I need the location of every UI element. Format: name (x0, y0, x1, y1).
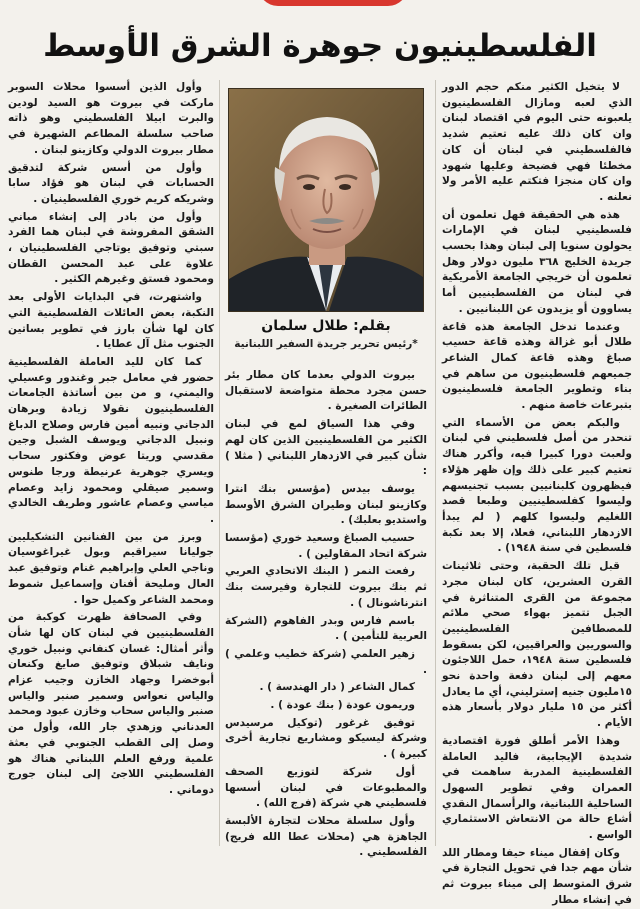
paragraph: وأول من أسس شركة لتدقيق الحسابات في لبنان هو فؤاد سابا وشريكه كريم خوري الفلسطينيان . (8, 161, 214, 205)
paragraph: كما كان لليد العاملة الفلسطينية حضور في معامل جبر وغندور وعسيلي واليمني، و من بين أساتذة الجامعات الفلسطينيون نقولا زيادة وبرهان الدجاني ونبيه أمين فارس وصلاح الدباغ ونبيل الدجاني ويوسف الشبل وجين مقدسي وريتا عوض وفكتور سحاب ويسري جوهرية عرنيطة ورجا طنوس وسمير صيقلي ومحمود زايد وعصام مياسي وعصام عاشور وطريف الخالدي . (8, 355, 214, 525)
paragraph: قبل تلك الحقبة، وحتى ثلاثينات القرن العشرين، كان لبنان مجرد مجموعة من القرى المتناثرة في الجبل تتميز بهواء صحي ملائم للمصطافين الفلسطينيين والسوريين والعراقيين، لكن بسقوط فلسطين سنة ١٩٤٨، حمل اللاجئون معهم إلى لبنان دفعة واحدة نحو ١٥مليون جنيه إسترليني، أي ما يعادل أكثر من ١٥ مليار دولار بأسعار هذه الأيام . (442, 560, 632, 730)
paragraph: وريمون عودة ( بنك عودة ) . (270, 699, 415, 712)
paragraph: وفي هذا السياق لمع في لبنان الكثير من الفلسطينيين الذين كان لهم شأن كبير في الازدهار اللبناني ( مثلا ) : (225, 418, 427, 478)
paragraph: زهير العلمي (شركة خطيب وعلمي ) . (225, 647, 427, 676)
paragraph: وكان إقفال ميناء حيفا ومطار اللد شأن مهم جدا في تحويل التجارة في شرق المتوسط إلى ميناء بيروت ثم في إنشاء مطار (442, 846, 632, 906)
paragraph: بيروت الدولي بعدما كان مطار بئر حسن مجرد محطة متواضعة لاستقبال الطائرات الصغيرة . (225, 369, 427, 413)
paragraph: كمال الشاعر ( دار الهندسة ) . (259, 681, 415, 694)
headline: الفلسطينيون جوهرة الشرق الأوسط (43, 28, 597, 64)
paragraph: وبرز من بين الفنانين التشكيليين جوليانا سيراقيم وبول غيراغوسيان وناجي العلي وإبراهيم غنام وتوفيق عبد العال ومليحة أفنان وإسماعيل شموط ومحمد الشاعر وكميل حوا . (8, 530, 214, 606)
paragraph: لا يتخيل الكثير منكم حجم الدور الذي لعبه ومازال الفلسطينيون يلعبونه حتى اليوم في اقتصاد لبنان وان كان ذلك عليه تعتيم شديد فالفلسطيني في لبنان أن كان مخطئا فهي فضيحة وعليها شهود وان كان منجزا فتكتم عليه الأمر ولا نعلنه . (442, 81, 632, 203)
paragraph: رفعت النمر ( البنك الاتحادي العربي ثم بنك بيروت للتجارة وفيرست بنك انترناشونال ) . (225, 565, 427, 609)
author-byline (225, 316, 427, 352)
column-divider (435, 80, 436, 846)
author-role: *رئيس تحرير جريدة السفير اللبنانية (234, 338, 418, 350)
paragraph: وعندما تدخل الجامعة هذه قاعة طلال أبو غزالة وهذه قاعة حسيب صباغ وهذه قاعة كمال الشاعر جميعهم فلسطينيون من ساهم في بناء وتطوير الجامعة فلسطينيون بتبرعات خاصة منهم . (442, 320, 632, 412)
paragraph: توفيق غرغور (توكيل مرسيدس وشركة ليسيكو ومشاريع تجارية أخرى كبيرة ) . (225, 716, 427, 761)
portrait-illustration (229, 89, 423, 311)
paragraph: واشتهرت، في البدايات الأولى بعد النكبة، بعض العائلات الفلسطينية التي كان لها شأن بارز في تطوير بساتين الجنوب مثل آل عطايا . (8, 291, 214, 351)
paragraph: هذه هي الحقيقة فهل تعلمون أن فلسطينيي لبنان في الإمارات يحولون سنويا إلى لبنان وهذا بحسب جريدة الخليج ٣٦٨ مليون دولار وهل تعلمون أن خريجي الجامعة الأمريكية في لبنان من الفلسطينيين أما يساوون أو يزيدون عن اللبنانيين . (442, 208, 632, 315)
paragraph: وأول الذين أسسوا محلات السوبر ماركت في بيروت هو السيد لودين والبرت ابيلا الفلسطيني وهو ذاته صاحب سلسلة المطاعم الشهيرة في مطار بيروت الدولي وكازينو لبنان . (8, 81, 214, 156)
paragraph: وهذا الأمر أطلق فورة اقتصادية شديدة الإيجابية، فاليد العاملة الفلسطينية المدربة ساهمت في العمران وفي تطوير السهول الساحلية اللبنانية، والرأسمال النقدي أشاع حالة من الانتعاش الاستثماري الواسع . (442, 734, 632, 842)
paragraph: يوسف بيدس (مؤسس بنك انترا وكازينو لبنان وطيران الشرق الأوسط واستديو بعلبك) . (225, 482, 427, 527)
article-column-middle (225, 368, 427, 859)
author-portrait (228, 88, 424, 312)
paragraph: باسم فارس وبدر الفاهوم (الشركة العربية للتأمين ) . (225, 614, 427, 643)
red-header-mark (258, 0, 408, 6)
author-name: بقلم: طلال سلمان (261, 318, 391, 334)
article-column-right (442, 80, 632, 906)
column-divider (219, 80, 220, 846)
paragraph: وأول سلسلة محلات لتجارة الألبسة الجاهزة هي (محلات عطا الله فريج) الفلسطيني . (225, 814, 427, 859)
article-column-left (8, 80, 214, 846)
paragraph: وأول من بادر إلى إنشاء مباني الشقق المفروشة في لبنان هما الفرد سبتي وتوفيق يوتاجي الفلسطينيان ، علاوة على عبد المحسن القطان ومحمود فستق وغيرهم الكثير . (8, 210, 214, 286)
paragraph: وفي الصحافة ظهرت كوكبة من الفلسطينيين في لبنان كان لها شأن وأثر أمثال: غسان كنفاني ونبيل خوري ونايف شبلاق وتوفيق صايغ وكنعان أبوخضرا وجهاد الخازن وجيب عزام والياس نعواس وسمير صنبر والياس صنبر والياس سحاب وخازن عبود ومحمد العدناني وزهدي جار الله، وأول من وصل إلى القطب الجنوبي في بعثة علمية ورفع العلم اللبناني هناك هو الفلسطيني اللاجئ إلى لبنان جورج دوماني . (8, 611, 214, 796)
paragraph: أول شركة لتوزيع الصحف والمطبوعات في لبنان أسسها فلسطيني هي شركة (فرج الله) . (225, 765, 427, 810)
paragraph: والبكم بعض من الأسماء التي تنحدر من أصل فلسطيني في لبنان ولعبت دورا كبيرا فيه، وأكرر هناك تعتيم كبير على ذلك وإن ظهر هؤلاء فيظهرون كلبنانيين بسبب تجنيسهم وليسوا كفلسطينيين وطبعا قصد اللغليم وليسوا كلهم ( لم يبدأ الازدهار اللبناني، فعلا، إلا بعد نكبة فلسطين في سنة ١٩٤٨) . (442, 416, 632, 555)
paragraph: حسيب الصباغ وسعيد خوري (مؤسسا شركة اتحاد المقاولين ) . (225, 532, 427, 560)
